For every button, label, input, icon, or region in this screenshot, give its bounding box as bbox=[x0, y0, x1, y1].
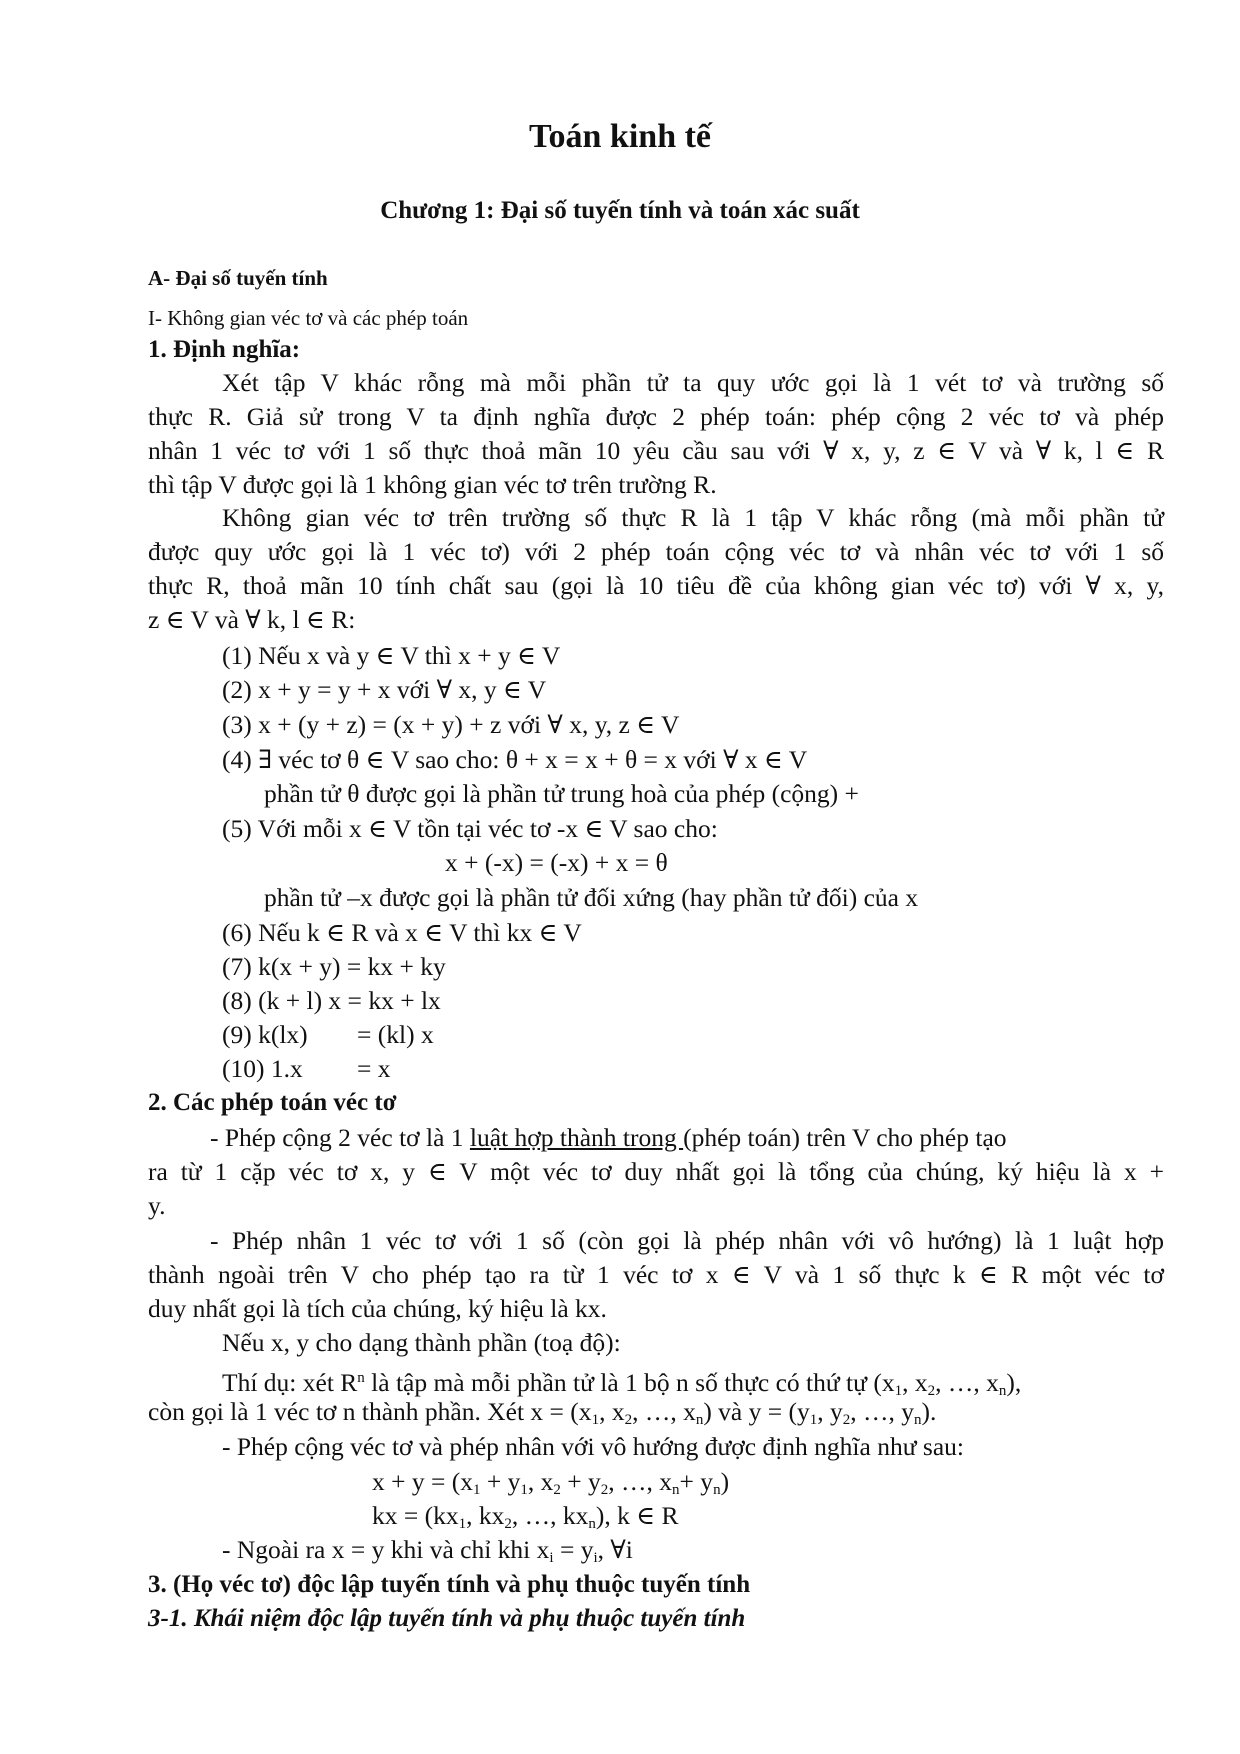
text-span: - Phép cộng 2 véc tơ là 1 bbox=[210, 1123, 470, 1152]
paragraph-line: Nếu x, y cho dạng thành phần (toạ độ): bbox=[222, 1328, 621, 1357]
subscript: 1 bbox=[591, 1412, 600, 1428]
subscript: 2 bbox=[504, 1516, 512, 1532]
section-i-heading: I- Không gian véc tơ và các phép toán bbox=[148, 306, 469, 330]
document-title: Toán kinh tế bbox=[528, 118, 712, 155]
text-span: , …, x bbox=[608, 1467, 673, 1496]
formula-scalar bbox=[372, 1501, 679, 1539]
subscript: 2 bbox=[553, 1482, 561, 1498]
subscript: n bbox=[998, 1383, 1007, 1399]
axiom-item: (3) x + (y + z) = (x + y) + z với ∀ x, y, z ∈ V bbox=[222, 710, 680, 739]
axiom-item: (6) Nếu k ∈ R và x ∈ V thì kx ∈ V bbox=[222, 918, 582, 947]
linear-independence-heading: 3. (Họ véc tơ) độc lập tuyến tính và phụ thuộc tuyến tính bbox=[148, 1571, 751, 1598]
text-span: , …, y bbox=[850, 1397, 914, 1426]
subscript: n bbox=[713, 1482, 721, 1498]
text-span: + y bbox=[560, 1467, 601, 1496]
text-span: , …, x bbox=[632, 1397, 696, 1426]
text-span: , ∀i bbox=[597, 1535, 633, 1564]
superscript: n bbox=[357, 1370, 365, 1386]
subscript: 1 bbox=[473, 1482, 481, 1498]
paragraph-line: duy nhất gọi là tích của chúng, ký hiệu là kx. bbox=[148, 1294, 607, 1323]
axiom-value: = x bbox=[357, 1054, 391, 1083]
axiom-item: (10) 1.x bbox=[222, 1054, 303, 1083]
text-span: ), k ∈ R bbox=[595, 1501, 679, 1530]
section-a-heading: A- Đại số tuyến tính bbox=[148, 266, 328, 290]
subscript: 2 bbox=[927, 1383, 936, 1399]
paragraph-line: thực R. Giả sử trong V ta định nghĩa được 2 phép toán: phép cộng 2 véc tơ và phép bbox=[148, 402, 1164, 431]
paragraph-line: - Phép nhân 1 véc tơ với 1 số (còn gọi là phép nhân với vô hướng) là 1 luật hợp bbox=[210, 1226, 1164, 1255]
equality-line bbox=[222, 1535, 633, 1573]
text-span: , …, kx bbox=[511, 1501, 589, 1530]
example-line bbox=[148, 1397, 936, 1435]
text-span: ) và y = (y bbox=[703, 1397, 810, 1426]
subscript: 1 bbox=[809, 1412, 818, 1428]
axiom-item: (5) Với mỗi x ∈ V tồn tại véc tơ -x ∈ V sao cho: bbox=[222, 814, 718, 843]
paragraph-line: thực R, thoả mãn 10 tính chất sau (gọi là 10 tiêu đề của không gian véc tơ) với ∀ x, y, bbox=[148, 571, 1164, 600]
text-span: = y bbox=[553, 1535, 594, 1564]
text-span: , x bbox=[527, 1467, 554, 1496]
text-span: là tập mà mỗi phần tử là 1 bộ n số thực có thứ tự (x bbox=[364, 1368, 895, 1397]
text-span: Thí dụ: xét R bbox=[222, 1368, 358, 1397]
subscript: 2 bbox=[624, 1412, 633, 1428]
text-span: còn gọi là 1 véc tơ n thành phần. Xét x = (x bbox=[148, 1397, 592, 1426]
axiom-note: phần tử θ được gọi là phần tử trung hoà của phép (cộng) + bbox=[264, 779, 859, 808]
axiom-item: (1) Nếu x và y ∈ V thì x + y ∈ V bbox=[222, 641, 561, 670]
axiom-formula: x + (-x) = (-x) + x = θ bbox=[445, 848, 668, 877]
text-span: , x bbox=[902, 1368, 928, 1397]
paragraph-line: được quy ước gọi là 1 véc tơ) với 2 phép toán cộng véc tơ và nhân véc tơ với 1 số bbox=[148, 537, 1164, 566]
text-span: , …, x bbox=[935, 1368, 999, 1397]
text-span: ), bbox=[1006, 1368, 1022, 1397]
text-span: , y bbox=[817, 1397, 843, 1426]
paragraph-line: - Phép cộng véc tơ và phép nhân với vô hướng được định nghĩa như sau: bbox=[222, 1432, 964, 1461]
axiom-item: (7) k(x + y) = kx + ky bbox=[222, 952, 446, 981]
subscript: n bbox=[672, 1482, 680, 1498]
text-span: ) bbox=[720, 1467, 730, 1496]
subscript: n bbox=[914, 1412, 922, 1428]
text-span: + y bbox=[679, 1467, 714, 1496]
underlined-term: luật hợp thành trong bbox=[469, 1123, 684, 1152]
axiom-item: (9) k(lx) bbox=[222, 1020, 308, 1049]
text-span: kx = (kx bbox=[372, 1501, 459, 1530]
axiom-item: (8) (k + l) x = kx + lx bbox=[222, 986, 441, 1015]
text-span: + y bbox=[480, 1467, 521, 1496]
definition-heading: 1. Định nghĩa: bbox=[148, 336, 301, 363]
subscript: n bbox=[588, 1516, 596, 1532]
paragraph-line: z ∈ V và ∀ k, l ∈ R: bbox=[148, 605, 356, 634]
subscript: 1 bbox=[458, 1516, 467, 1532]
subscript: 2 bbox=[600, 1482, 609, 1498]
paragraph-line: y. bbox=[148, 1191, 166, 1220]
formula-sum bbox=[372, 1467, 729, 1505]
text-span: - Ngoài ra x = y khi và chỉ khi x bbox=[222, 1535, 550, 1564]
paragraph-line: ra từ 1 cặp véc tơ x, y ∈ V một véc tơ duy nhất gọi là tổng của chúng, ký hiệu là x + bbox=[148, 1157, 1164, 1186]
subscript: 1 bbox=[894, 1383, 903, 1399]
axiom-item: (4) ∃ véc tơ θ ∈ V sao cho: θ + x = x + θ = x với ∀ x ∈ V bbox=[222, 745, 808, 774]
subscript: i bbox=[549, 1550, 554, 1566]
paragraph-line: Xét tập V khác rỗng mà mỗi phần tử ta quy ước gọi là 1 vét tơ và trường số bbox=[222, 368, 1164, 397]
paragraph-line: thì tập V được gọi là 1 không gian véc tơ trên trường R. bbox=[148, 470, 717, 499]
subscript: n bbox=[695, 1412, 704, 1428]
axiom-item: (2) x + y = y + x với ∀ x, y ∈ V bbox=[222, 675, 547, 704]
subscript: 2 bbox=[842, 1412, 851, 1428]
text-span: , kx bbox=[466, 1501, 505, 1530]
linear-independence-subheading: 3-1. Khái niệm độc lập tuyến tính và phụ thuộc tuyến tính bbox=[148, 1605, 746, 1632]
axiom-note: phần tử –x được gọi là phần tử đối xứng (hay phần tử đối) của x bbox=[264, 883, 919, 912]
chapter-title: Chương 1: Đại số tuyến tính và toán xác suất bbox=[380, 197, 860, 224]
subscript: 1 bbox=[520, 1482, 528, 1498]
text-span: , x bbox=[599, 1397, 625, 1426]
operations-heading: 2. Các phép toán véc tơ bbox=[148, 1089, 397, 1116]
subscript: i bbox=[593, 1550, 598, 1566]
axiom-value: = (kl) x bbox=[357, 1020, 434, 1049]
text-span: ). bbox=[921, 1397, 937, 1426]
paragraph-line bbox=[210, 1123, 1007, 1153]
paragraph-line: thành ngoài trên V cho phép tạo ra từ 1 véc tơ x ∈ V và 1 số thực k ∈ R một véc tơ bbox=[148, 1260, 1164, 1289]
text-span: (phép toán) trên V cho phép tạo bbox=[683, 1123, 1007, 1152]
text-span: x + y = (x bbox=[372, 1467, 474, 1496]
paragraph-line: Không gian véc tơ trên trường số thực R là 1 tập V khác rỗng (mà mỗi phần tử bbox=[222, 503, 1164, 532]
paragraph-line: nhân 1 véc tơ với 1 số thực thoả mãn 10 yêu cầu sau với ∀ x, y, z ∈ V và ∀ k, l ∈ R bbox=[148, 436, 1164, 465]
